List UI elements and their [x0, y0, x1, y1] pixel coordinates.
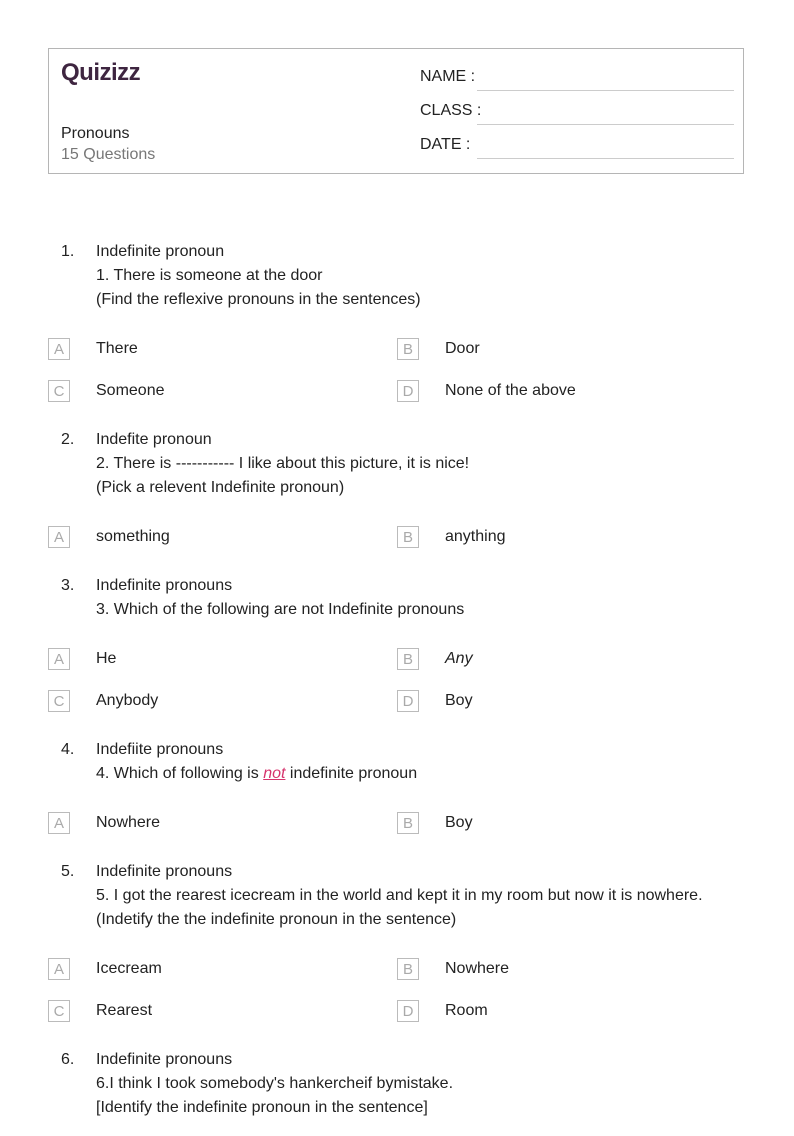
option-letter-box[interactable]: B: [397, 958, 419, 980]
question-text: [96, 860, 794, 932]
answer-option[interactable]: [349, 990, 698, 1032]
answer-option[interactable]: [349, 516, 698, 558]
option-letter-box[interactable]: D: [397, 1000, 419, 1022]
question: [0, 574, 794, 722]
answer-option[interactable]: [0, 680, 349, 722]
option-text: Anybody: [96, 692, 159, 709]
answer-option[interactable]: [0, 328, 349, 370]
question-text: [96, 738, 794, 786]
option-text: Icecream: [96, 960, 162, 977]
question: [0, 428, 794, 558]
question-list: [0, 240, 794, 1136]
option-letter-box[interactable]: C: [48, 1000, 70, 1022]
answer-option[interactable]: [349, 638, 698, 680]
question-text: [96, 1048, 794, 1120]
question-line: [96, 762, 794, 786]
option-letter-box[interactable]: A: [48, 648, 70, 670]
question: [0, 738, 794, 844]
option-text: Door: [445, 340, 480, 357]
question-line: 1. There is someone at the door: [96, 267, 323, 284]
question-number: 3.: [61, 577, 75, 594]
option-text: He: [96, 650, 117, 667]
date-label: DATE :: [420, 136, 471, 153]
question-line: [Identify the indefinite pronoun in the sentence]: [96, 1099, 428, 1116]
answer-option[interactable]: [349, 370, 698, 412]
question: [0, 1048, 794, 1120]
option-letter-box[interactable]: B: [397, 526, 419, 548]
option-letter-box[interactable]: D: [397, 380, 419, 402]
question-line: 2. There is ----------- I like about this picture, it is nice!: [96, 455, 470, 472]
option-letter-box[interactable]: A: [48, 958, 70, 980]
answer-options: [0, 948, 794, 1032]
question-text: [96, 574, 794, 622]
option-text: Boy: [445, 814, 473, 831]
class-line: [477, 124, 734, 125]
question-text-part: 4. Which of following is: [96, 765, 264, 782]
question-line: 3. Which of the following are not Indefinite pronouns: [96, 601, 465, 618]
option-text: Boy: [445, 692, 473, 709]
question-number: 1.: [61, 243, 75, 260]
option-text: None of the above: [445, 382, 576, 399]
date-field[interactable]: [420, 136, 734, 160]
option-letter-box[interactable]: C: [48, 380, 70, 402]
option-text: anything: [445, 528, 506, 545]
option-letter-box[interactable]: A: [48, 526, 70, 548]
answer-option[interactable]: [0, 516, 349, 558]
answer-options: [0, 516, 794, 558]
answer-options: [0, 328, 794, 412]
question-text: [96, 240, 794, 312]
option-letter-box[interactable]: A: [48, 812, 70, 834]
quizizz-logo: Quizizz: [61, 59, 141, 86]
question-line: 6.I think I took somebody's hankercheif bymistake.: [96, 1075, 454, 1092]
answer-option[interactable]: [349, 328, 698, 370]
answer-option[interactable]: [0, 990, 349, 1032]
question-line: (Pick a relevent Indefinite pronoun): [96, 479, 345, 496]
question: [0, 240, 794, 412]
date-line: [477, 158, 734, 159]
name-line: [477, 90, 734, 91]
question-text: [96, 428, 794, 500]
question-number: 2.: [61, 431, 75, 448]
question: [0, 860, 794, 1032]
option-letter-box[interactable]: B: [397, 648, 419, 670]
option-text: Room: [445, 1002, 488, 1019]
answer-option[interactable]: [0, 802, 349, 844]
option-text: There: [96, 340, 138, 357]
answer-option[interactable]: [349, 802, 698, 844]
answer-option[interactable]: [0, 638, 349, 680]
class-field[interactable]: [420, 102, 734, 126]
option-letter-box[interactable]: C: [48, 690, 70, 712]
answer-option[interactable]: [0, 948, 349, 990]
worksheet-title: Pronouns: [61, 125, 130, 142]
answer-options: [0, 638, 794, 722]
question-count: 15 Questions: [61, 146, 156, 163]
question-number: 5.: [61, 863, 75, 880]
question-line: Indefinite pronouns: [96, 863, 233, 880]
question-line: Indefite pronoun: [96, 431, 212, 448]
answer-option[interactable]: [0, 370, 349, 412]
option-text: Nowhere: [445, 960, 510, 977]
question-line: 5. I got the rearest icecream in the world and kept it in my room but now it is nowhere.: [96, 887, 703, 904]
name-field[interactable]: [420, 68, 734, 92]
answer-option[interactable]: [349, 680, 698, 722]
worksheet-header: [48, 48, 744, 174]
question-line: Indefiite pronouns: [96, 741, 224, 758]
option-text: Rearest: [96, 1002, 153, 1019]
question-line: Indefinite pronouns: [96, 1051, 233, 1068]
question-line: Indefinite pronouns: [96, 577, 233, 594]
option-text: something: [96, 528, 170, 545]
option-letter-box[interactable]: A: [48, 338, 70, 360]
question-line: (Find the reflexive pronouns in the sentences): [96, 291, 421, 308]
question-number: 6.: [61, 1051, 75, 1068]
emphasized-word: not: [263, 765, 286, 782]
question-line: (Indetify the the indefinite pronoun in the sentence): [96, 911, 457, 928]
option-letter-box[interactable]: D: [397, 690, 419, 712]
class-label: CLASS :: [420, 102, 482, 119]
option-text: Nowhere: [96, 814, 161, 831]
question-text-part: indefinite pronoun: [285, 765, 418, 782]
option-letter-box[interactable]: B: [397, 812, 419, 834]
option-text: Any: [445, 650, 473, 667]
answer-options: [0, 802, 794, 844]
name-label: NAME :: [420, 68, 476, 85]
question-line: Indefinite pronoun: [96, 243, 225, 260]
option-letter-box[interactable]: B: [397, 338, 419, 360]
question-number: 4.: [61, 741, 75, 758]
answer-option[interactable]: [349, 948, 698, 990]
option-text: Someone: [96, 382, 165, 399]
